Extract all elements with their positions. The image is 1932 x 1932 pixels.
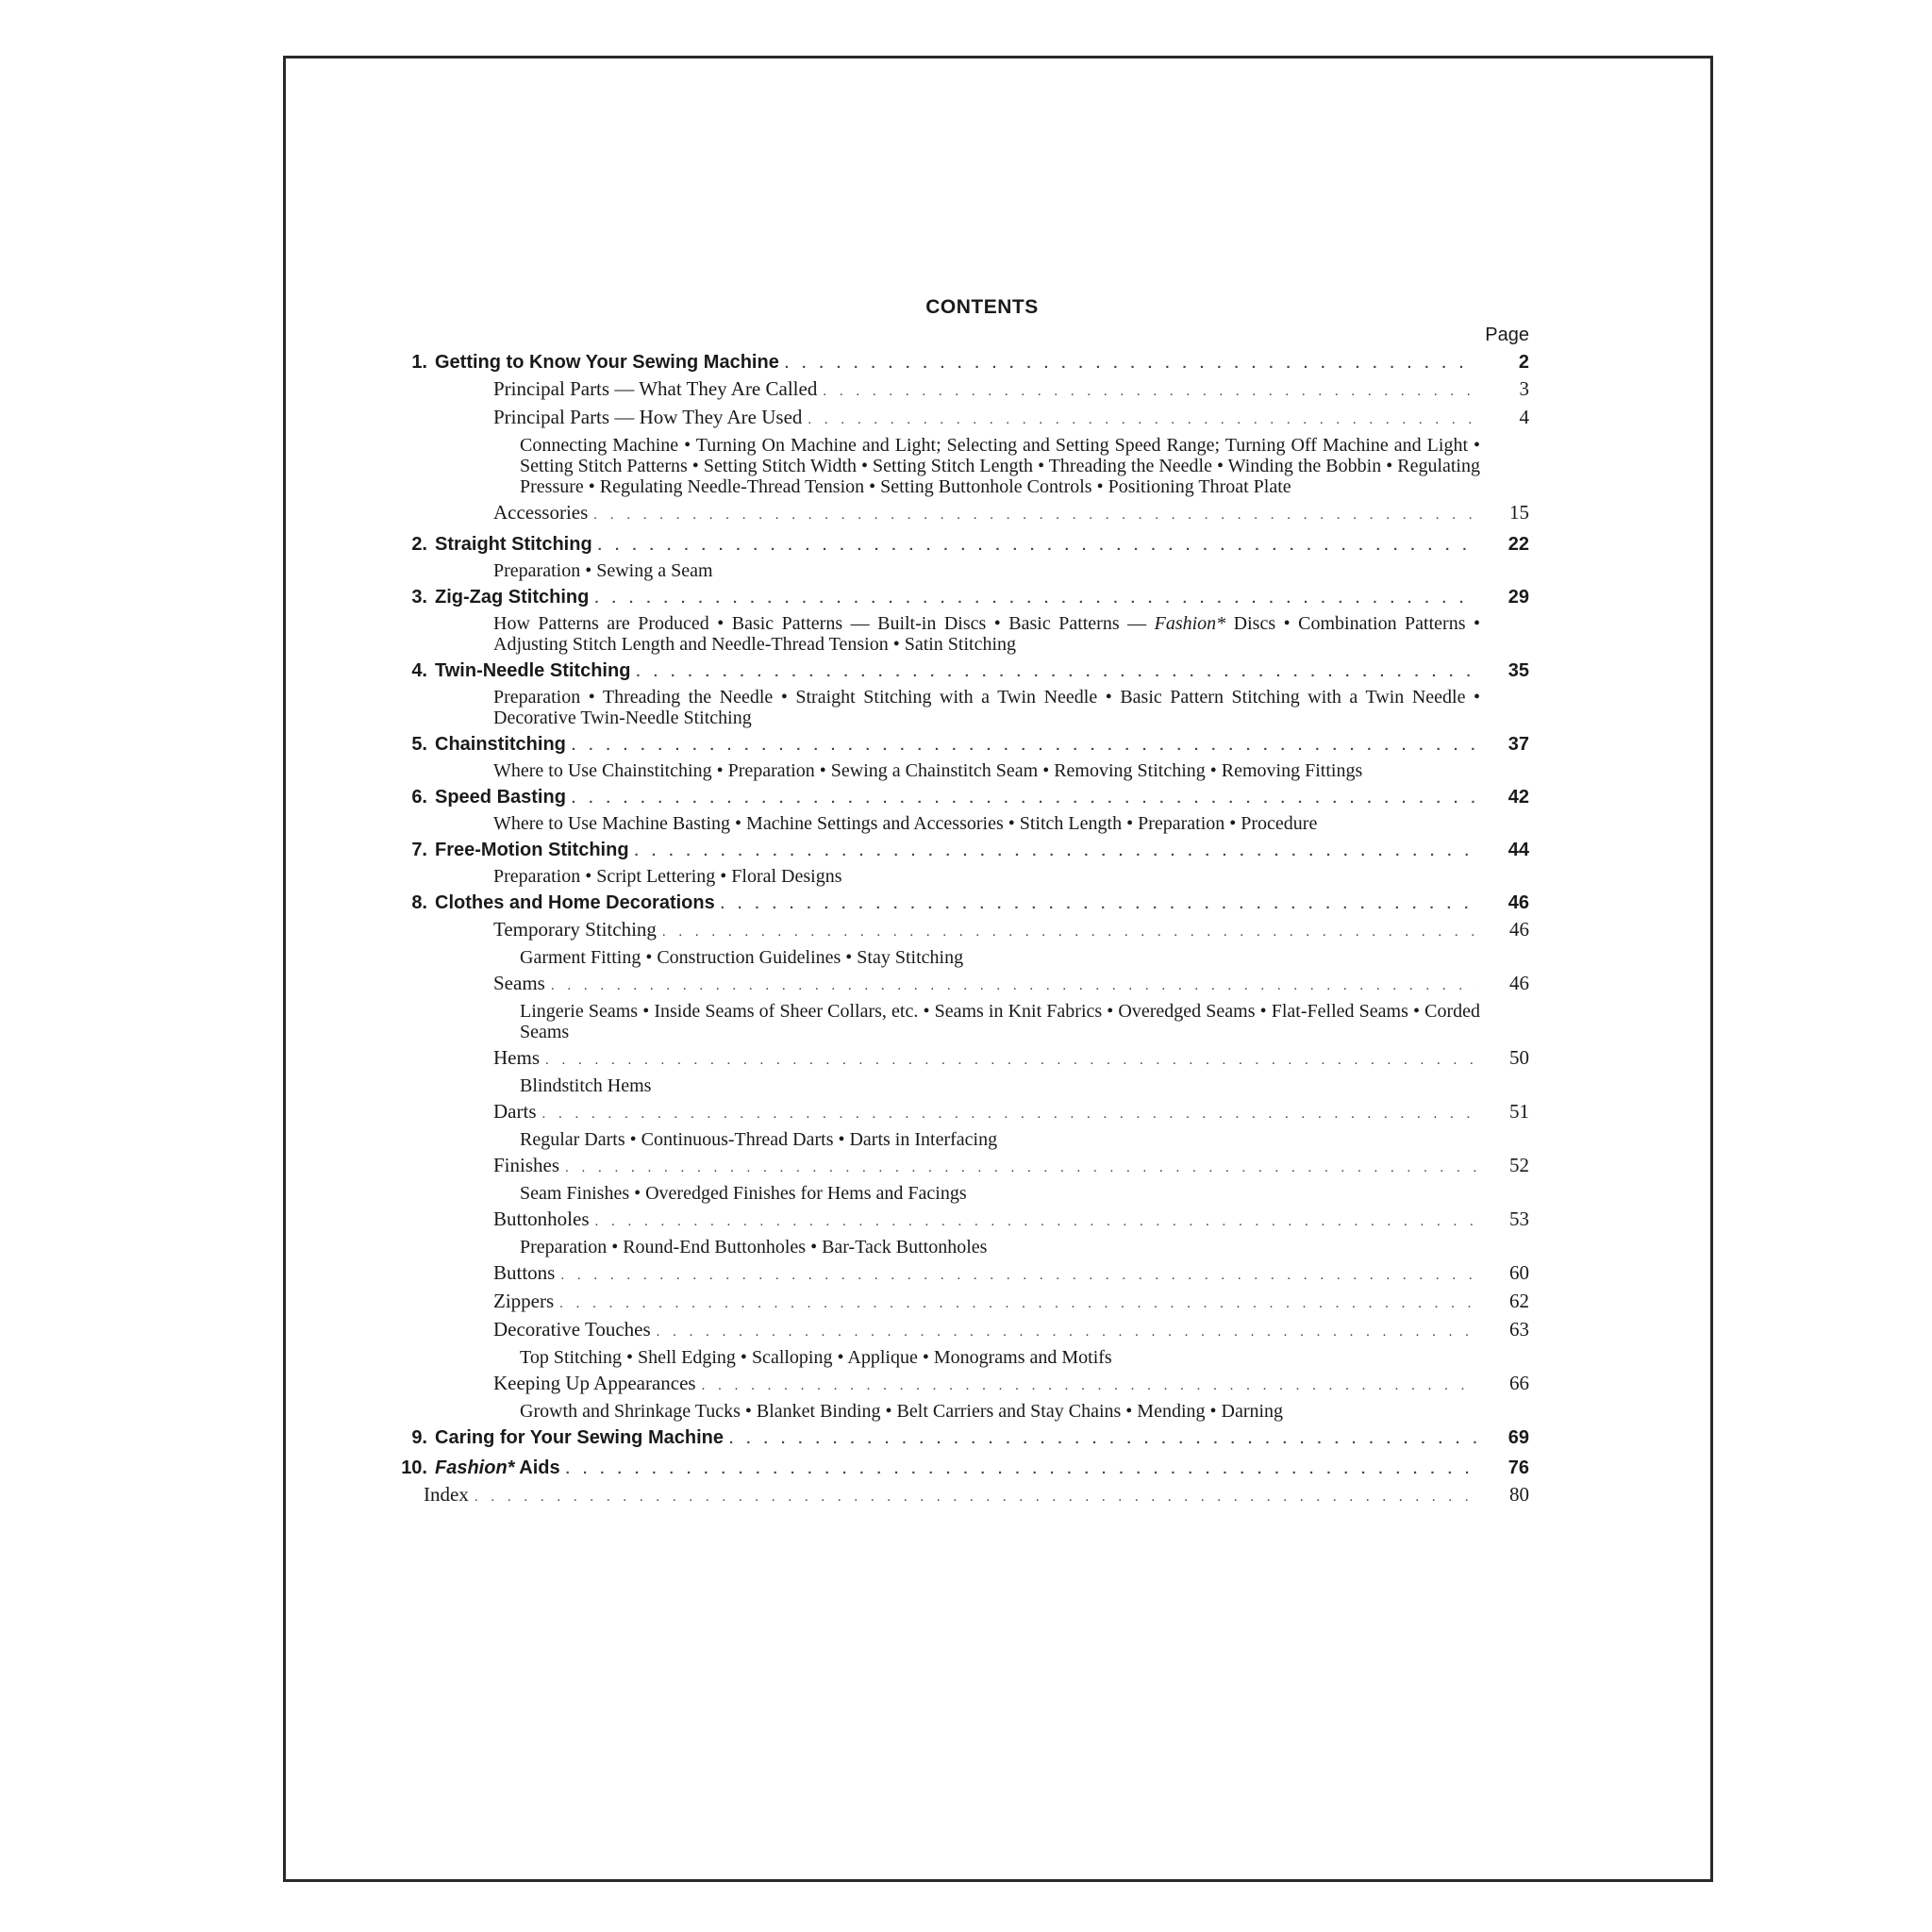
page-column-header: Page (1485, 325, 1529, 345)
page-number: 46 (1509, 972, 1529, 994)
chapter-number: 5. (411, 734, 427, 755)
entry-title: Finishes (493, 1154, 560, 1176)
page-number: 22 (1507, 534, 1529, 555)
entry-title: Keeping Up Appearances (493, 1372, 696, 1394)
page-number: 35 (1507, 660, 1529, 681)
entry-title: Accessories (493, 501, 589, 524)
page-number: 15 (1509, 501, 1529, 524)
toc-entry[interactable] (435, 1099, 1529, 1127)
entry-title: Hems (493, 1046, 540, 1069)
dot-leader (559, 1291, 1476, 1317)
entry-title: Principal Parts — How They Are Used (493, 406, 803, 428)
dot-leader (545, 1048, 1476, 1074)
dot-leader (595, 1209, 1476, 1235)
dot-leader (729, 1426, 1476, 1452)
page-number: 76 (1507, 1457, 1529, 1478)
dot-leader (657, 1320, 1476, 1345)
toc-entry[interactable] (435, 1289, 1529, 1317)
dot-leader (566, 1457, 1476, 1482)
topic-list (435, 613, 1529, 655)
page-number: 62 (1509, 1290, 1529, 1312)
chapter-title: Free-Motion Stitching (435, 840, 629, 860)
dot-leader (560, 1263, 1476, 1289)
chapter-number: 7. (411, 840, 427, 860)
chapter-title (435, 1456, 560, 1481)
chapter-number: 4. (411, 660, 427, 681)
topic-list: Preparation • Threading the Needle • Straight Stitching with a Twin Needle • Basic Pattern Stitching with a Twin Needle • Decorative Twin-Needle Stitching (493, 687, 1480, 728)
topic-list: Preparation • Script Lettering • Floral Designs (493, 866, 842, 887)
dot-leader (636, 659, 1476, 685)
topic-list: Top Stitching • Shell Edging • Scalloping • Applique • Monograms and Motifs (520, 1347, 1112, 1368)
entry-title: Seams (493, 972, 545, 994)
dot-leader (785, 351, 1476, 376)
chapter-number: 10. (401, 1457, 427, 1478)
dot-leader (572, 733, 1476, 758)
topic-list: Growth and Shrinkage Tucks • Blanket Binding • Belt Carriers and Stay Chains • Mending • Darning (520, 1401, 1284, 1422)
dot-leader (565, 1156, 1476, 1181)
chapter-number: 9. (411, 1427, 427, 1448)
chapter-title-rest: Aids (514, 1457, 560, 1478)
chapter-title: Clothes and Home Decorations (435, 892, 715, 913)
topic-list: Preparation • Sewing a Seam (493, 560, 713, 581)
toc-chapter-4[interactable] (411, 658, 1529, 685)
chapter-title: Straight Stitching (435, 534, 592, 555)
page-number: 66 (1509, 1372, 1529, 1394)
page-number: 60 (1509, 1261, 1529, 1284)
entry-title: Buttons (493, 1261, 556, 1284)
index-title: Index (424, 1483, 469, 1506)
page-number: 51 (1509, 1100, 1529, 1123)
dot-leader (635, 839, 1476, 864)
toc-entry[interactable] (435, 1260, 1529, 1289)
toc-chapter-5[interactable] (411, 732, 1529, 758)
toc-chapter-1[interactable] (411, 350, 1529, 376)
page-number: 80 (1509, 1483, 1529, 1506)
entry-title: Zippers (493, 1290, 555, 1312)
topic-list: Connecting Machine • Turning On Machine and Light; Selecting and Setting Speed Range; Turning Off Machine and Light • Setting Stitch Patterns • Setting Stitch Width • Setting Stitch Length • Threading the Needle • Winding the Bobbin • Regulating Pressure • Regulating Needle-Thread Tension • Setting Buttonhole Controls • Positioning Throat Plate (520, 435, 1480, 497)
page-number: 44 (1507, 840, 1529, 860)
page-number: 4 (1519, 406, 1529, 428)
page-number: 3 (1519, 377, 1529, 400)
chapter-number: 1. (411, 352, 427, 373)
page-number: 46 (1507, 892, 1529, 913)
dot-leader (551, 974, 1476, 999)
chapter-title: Chainstitching (435, 734, 566, 755)
entry-title: Principal Parts — What They Are Called (493, 377, 818, 400)
chapter-number: 8. (411, 892, 427, 913)
toc-chapter-10[interactable] (401, 1456, 1529, 1482)
chapter-number: 6. (411, 787, 427, 808)
dot-leader (721, 891, 1476, 917)
toc-entry[interactable] (435, 971, 1529, 999)
toc-entry[interactable] (435, 405, 1529, 433)
dot-leader (823, 379, 1476, 405)
topic-text: Discs • Combination Patterns • Adjusting Stitch Length and Needle-Thread Tension • Satin Stitching (493, 613, 1480, 655)
chapter-number: 2. (411, 534, 427, 555)
toc-chapter-2[interactable] (411, 532, 1529, 558)
chapter-number: 3. (411, 587, 427, 608)
dot-leader (598, 533, 1476, 558)
toc-entry[interactable] (435, 1207, 1529, 1235)
page-number: 46 (1509, 918, 1529, 941)
dot-leader (594, 586, 1476, 611)
chapter-title: Caring for Your Sewing Machine (435, 1427, 724, 1448)
dot-leader (702, 1374, 1476, 1399)
topic-list: Seam Finishes • Overedged Finishes for Hems and Facings (520, 1183, 967, 1204)
dot-leader (572, 786, 1476, 811)
topic-list: Regular Darts • Continuous-Thread Darts • Darts in Interfacing (520, 1129, 998, 1150)
page-number: 63 (1509, 1318, 1529, 1341)
toc-chapter-8[interactable] (411, 891, 1529, 917)
topic-list: Blindstitch Hems (520, 1075, 652, 1096)
toc-chapter-3[interactable] (411, 585, 1529, 611)
chapter-title: Twin-Needle Stitching (435, 660, 631, 681)
topic-list: Garment Fitting • Construction Guidelines • Stay Stitching (520, 947, 964, 968)
fashion-trademark: Fashion* (1154, 613, 1226, 634)
page-number: 29 (1507, 587, 1529, 608)
topic-text: How Patterns are Produced • Basic Patterns — Built-in Discs • Basic Patterns — (493, 613, 1155, 634)
toc-entry[interactable] (435, 1045, 1529, 1074)
dot-leader (475, 1485, 1476, 1510)
toc-entry[interactable] (435, 1371, 1529, 1399)
toc-entry[interactable] (435, 500, 1529, 528)
topic-list: Preparation • Round-End Buttonholes • Bar-Tack Buttonholes (520, 1237, 988, 1257)
toc-index[interactable] (424, 1482, 1529, 1510)
entry-title: Buttonholes (493, 1208, 590, 1230)
document-page (283, 56, 1713, 1882)
page-number: 53 (1509, 1208, 1529, 1230)
chapter-title: Zig-Zag Stitching (435, 587, 590, 608)
fashion-trademark: Fashion* (435, 1457, 515, 1478)
page-number: 37 (1507, 734, 1529, 755)
chapter-title: Speed Basting (435, 787, 566, 808)
dot-leader (808, 408, 1476, 433)
table-of-contents (401, 296, 1529, 1510)
toc-entry[interactable] (435, 376, 1529, 405)
page-number: 52 (1509, 1154, 1529, 1176)
chapter-title: Getting to Know Your Sewing Machine (435, 352, 779, 373)
page-number: 50 (1509, 1046, 1529, 1069)
topic-list: Where to Use Machine Basting • Machine Settings and Accessories • Stitch Length • Preparation • Procedure (493, 813, 1318, 834)
toc-chapter-6[interactable] (411, 785, 1529, 811)
topic-list: Lingerie Seams • Inside Seams of Sheer Collars, etc. • Seams in Knit Fabrics • Overedged Seams • Flat-Felled Seams • Corded Seams (520, 1001, 1480, 1042)
page-number: 69 (1507, 1427, 1529, 1448)
toc-chapter-9[interactable] (411, 1425, 1529, 1452)
dot-leader (662, 920, 1476, 945)
topic-list: Where to Use Chainstitching • Preparation • Sewing a Chainstitch Seam • Removing Stitching • Removing Fittings (493, 760, 1363, 781)
entry-title: Darts (493, 1100, 537, 1123)
toc-entry[interactable] (435, 1153, 1529, 1181)
entry-title: Decorative Touches (493, 1318, 651, 1341)
toc-chapter-7[interactable] (411, 838, 1529, 864)
page-number: 2 (1518, 352, 1529, 373)
dot-leader (593, 503, 1476, 528)
entry-title: Temporary Stitching (493, 918, 657, 941)
dot-leader (542, 1102, 1477, 1127)
page-title: CONTENTS (925, 296, 1039, 318)
toc-entry[interactable] (435, 1317, 1529, 1345)
page-number: 42 (1507, 787, 1529, 808)
toc-entry[interactable] (435, 917, 1529, 945)
